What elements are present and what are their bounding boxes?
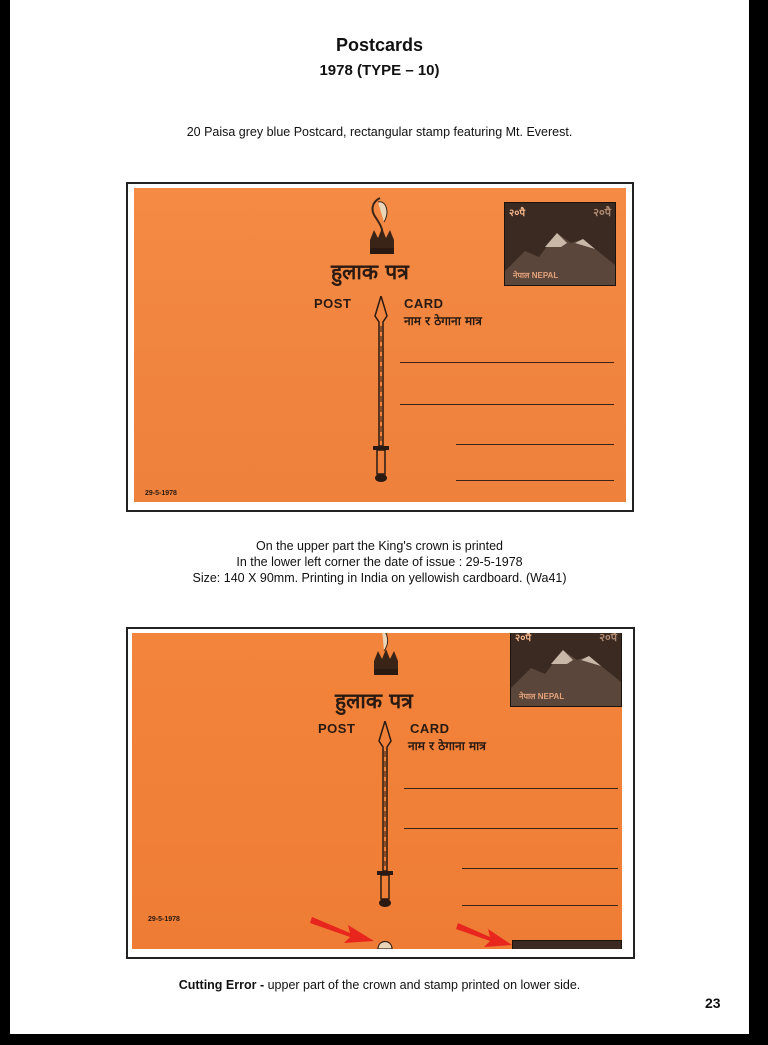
address-label: नाम र ठेगाना मात्र bbox=[404, 314, 482, 328]
stamp-fragment bbox=[512, 940, 622, 949]
card-title: हुलाक पत्र bbox=[331, 260, 409, 284]
stamp-value-right: २०पै bbox=[593, 207, 611, 219]
address-line bbox=[456, 480, 614, 481]
error-caption-text: upper part of the crown and stamp printed on lower side. bbox=[264, 978, 581, 992]
address-line bbox=[404, 828, 618, 829]
page-number: 23 bbox=[705, 995, 721, 1011]
address-line bbox=[400, 362, 614, 363]
card-title: हुलाक पत्र bbox=[335, 689, 413, 713]
card-caption bbox=[0, 538, 759, 586]
stamp-country: नेपाल NEPAL bbox=[519, 692, 565, 701]
issue-date: 29-5-1978 bbox=[145, 490, 177, 497]
crown-icon bbox=[368, 633, 404, 679]
page-subtitle: 1978 (TYPE – 10) bbox=[319, 62, 440, 79]
postcard-2 bbox=[132, 633, 622, 949]
stamp-value-right: २०पै bbox=[599, 633, 617, 644]
address-line bbox=[404, 788, 618, 789]
post-label: POST bbox=[318, 721, 356, 736]
stamp-value-left: २०पै bbox=[515, 633, 532, 644]
card-label: CARD bbox=[410, 721, 450, 736]
postcard-2-frame bbox=[126, 627, 635, 959]
page-title: Postcards bbox=[335, 35, 424, 55]
card-label: CARD bbox=[404, 296, 444, 311]
issue-date: 29-5-1978 bbox=[148, 916, 180, 923]
address-line bbox=[462, 868, 618, 869]
address-line bbox=[462, 905, 618, 906]
description: 20 Paisa grey blue Postcard, rectangular stamp featuring Mt. Everest. bbox=[186, 125, 573, 139]
caption-line: Size: 140 X 90mm. Printing in India on yellowish cardboard. (Wa41) bbox=[192, 571, 567, 585]
address-label: नाम र ठेगाना मात्र bbox=[408, 739, 486, 753]
crown-icon bbox=[362, 196, 402, 258]
address-line bbox=[400, 404, 614, 405]
error-caption-bold: Cutting Error - bbox=[178, 978, 265, 992]
sword-icon bbox=[370, 296, 392, 496]
caption-line: On the upper part the King's crown is printed bbox=[256, 539, 503, 553]
sword-icon bbox=[374, 721, 396, 921]
stamp-country: नेपाल NEPAL bbox=[513, 271, 559, 280]
arrow-icon bbox=[456, 917, 514, 949]
page-edge bbox=[757, 0, 768, 1045]
postcard-1 bbox=[134, 188, 626, 502]
post-label: POST bbox=[314, 296, 352, 311]
postcard-1-frame bbox=[126, 182, 634, 512]
crown-fragment-icon bbox=[376, 935, 394, 949]
stamp bbox=[504, 202, 616, 286]
caption-line: In the lower left corner the date of issue : 29-5-1978 bbox=[236, 555, 523, 569]
error-caption bbox=[0, 978, 759, 992]
stamp bbox=[510, 633, 622, 707]
arrow-icon bbox=[310, 911, 376, 945]
stamp-value-left: २०पै bbox=[509, 208, 526, 219]
address-line bbox=[456, 444, 614, 445]
